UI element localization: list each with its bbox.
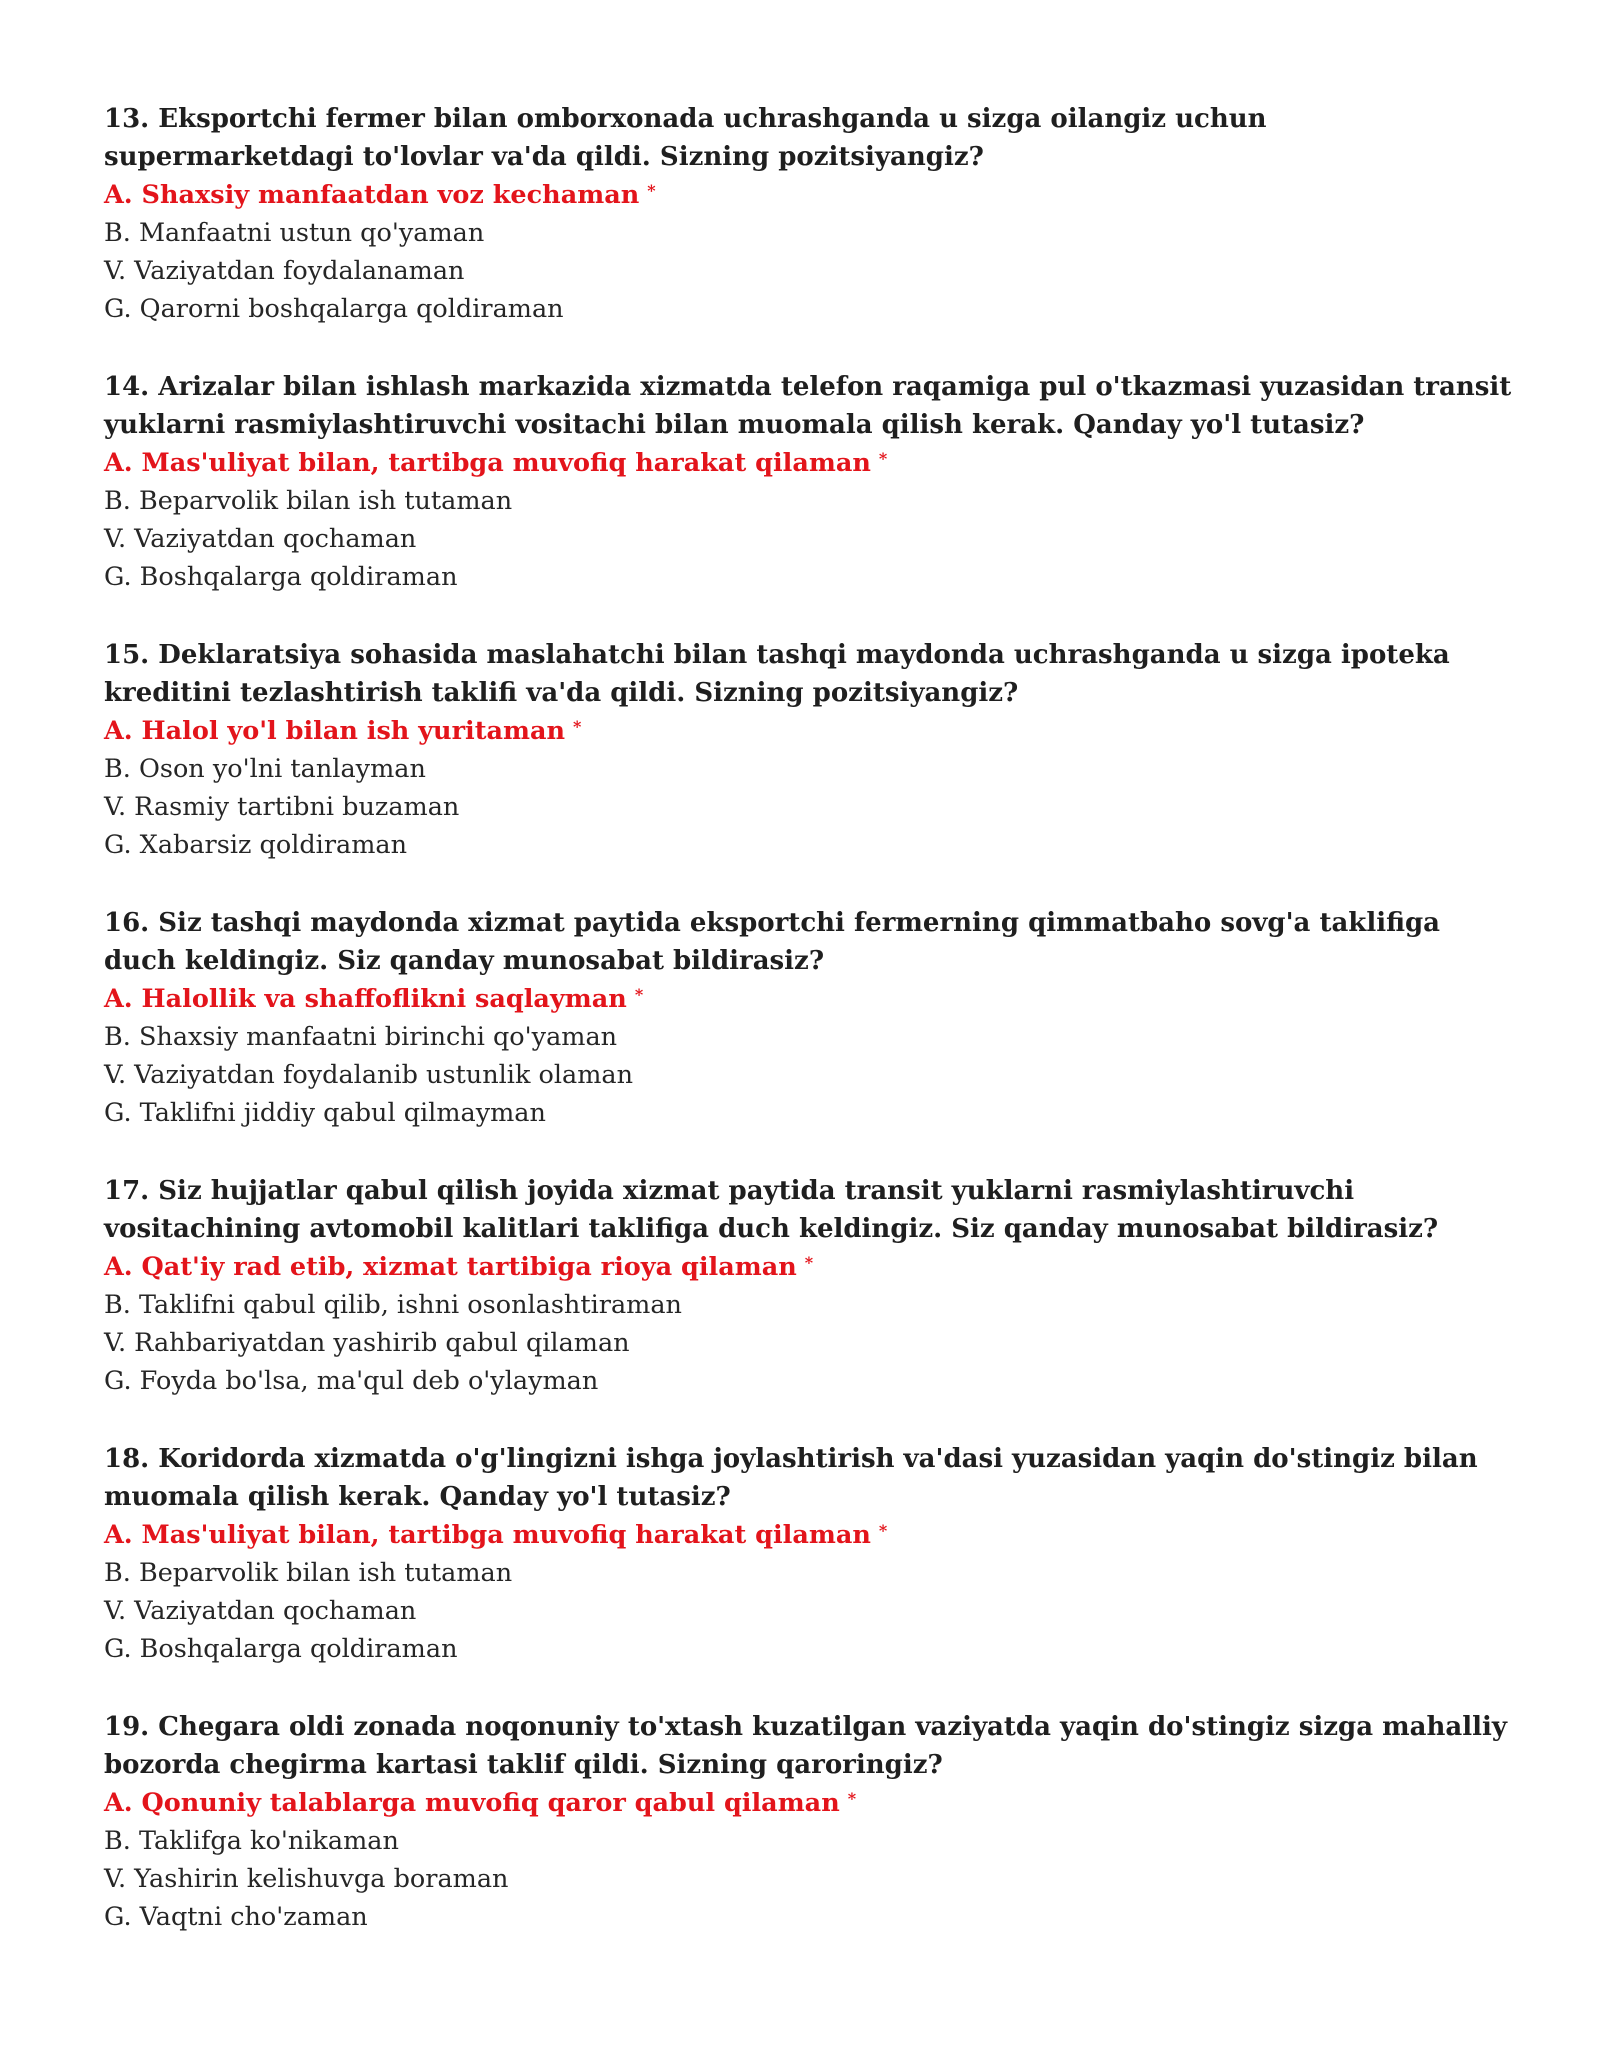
answer-option: B. Shaxsiy manfaatni birinchi qo'yaman <box>104 1022 618 1052</box>
answer-option: G. Boshqalarga qoldiraman <box>104 1634 458 1664</box>
correct-marker: * <box>847 1789 857 1808</box>
correct-marker: * <box>634 985 644 1004</box>
question-text: 15. Deklaratsiya sohasida maslahatchi bilan tashqi maydonda uchrashganda u sizga ipoteka kreditini tezlashtirish taklifi va'da qildi. Sizning pozitsiyangiz? <box>104 640 1450 708</box>
quiz-page <box>104 100 1514 1976</box>
answer-text: A. Halol yo'l bilan ish yuritaman <box>104 716 566 746</box>
answer-option: G. Vaqtni cho'zaman <box>104 1902 368 1932</box>
question-19 <box>104 1708 1514 1936</box>
correct-answer <box>104 1784 1514 1822</box>
answer-option: B. Beparvolik bilan ish tutaman <box>104 1558 513 1588</box>
question-text: 13. Eksportchi fermer bilan omborxonada uchrashganda u sizga oilangiz uchun supermarketdagi to'lovlar va'da qildi. Sizning pozitsiyangiz? <box>104 104 1267 172</box>
question-text: 16. Siz tashqi maydonda xizmat paytida eksportchi fermerning qimmatbaho sovg'a taklifiga duch keldingiz. Siz qanday munosabat bildirasiz? <box>104 908 1441 976</box>
answer-text: A. Mas'uliyat bilan, tartibga muvofiq harakat qilaman <box>104 1520 871 1550</box>
correct-marker: * <box>804 1253 814 1272</box>
correct-answer <box>104 1516 1514 1554</box>
correct-marker: * <box>573 717 582 736</box>
question-18 <box>104 1440 1514 1668</box>
question-text: 17. Siz hujjatlar qabul qilish joyida xizmat paytida transit yuklarni rasmiylashtiruvchi vositachining avtomobil kalitlari taklifiga duch keldingiz. Siz qanday munosabat bildirasiz? <box>104 1176 1439 1244</box>
answer-option: B. Manfaatni ustun qo'yaman <box>104 218 485 248</box>
correct-marker: * <box>878 1521 888 1540</box>
question-17 <box>104 1172 1514 1400</box>
answer-option: G. Taklifni jiddiy qabul qilmayman <box>104 1098 546 1128</box>
answer-option: V. Vaziyatdan qochaman <box>104 1596 417 1626</box>
answer-option: V. Vaziyatdan qochaman <box>104 524 417 554</box>
correct-answer <box>104 712 1514 750</box>
question-13 <box>104 100 1514 328</box>
answer-text: A. Shaxsiy manfaatdan voz kechaman <box>104 180 640 210</box>
correct-answer <box>104 444 1514 482</box>
answer-option: V. Rasmiy tartibni buzaman <box>104 792 460 822</box>
answer-option: G. Qarorni boshqalarga qoldiraman <box>104 294 564 324</box>
answer-text: A. Qat'iy rad etib, xizmat tartibiga rioya qilaman <box>104 1252 797 1282</box>
answer-option: B. Beparvolik bilan ish tutaman <box>104 486 513 516</box>
question-text: 19. Chegara oldi zonada noqonuniy to'xtash kuzatilgan vaziyatda yaqin do'stingiz sizga mahalliy bozorda chegirma kartasi taklif qildi. Sizning qaroringiz? <box>104 1712 1507 1780</box>
answer-option: B. Taklifni qabul qilib, ishni osonlashtiraman <box>104 1290 682 1320</box>
answer-option: G. Boshqalarga qoldiraman <box>104 562 458 592</box>
answer-option: V. Vaziyatdan foydalanaman <box>104 256 465 286</box>
answer-option: V. Rahbariyatdan yashirib qabul qilaman <box>104 1328 630 1358</box>
answer-text: A. Qonuniy talablarga muvofiq qaror qabul qilaman <box>104 1788 840 1818</box>
question-text: 14. Arizalar bilan ishlash markazida xizmatda telefon raqamiga pul o'tkazmasi yuzasidan transit yuklarni rasmiylashtiruvchi vositachi bilan muomala qilish kerak. Qanday yo'l tutasiz? <box>104 372 1512 440</box>
question-16 <box>104 904 1514 1132</box>
correct-answer <box>104 1248 1514 1286</box>
answer-option: V. Vaziyatdan foydalanib ustunlik olaman <box>104 1060 634 1090</box>
answer-option: B. Oson yo'lni tanlayman <box>104 754 426 784</box>
correct-marker: * <box>878 449 888 468</box>
answer-option: B. Taklifga ko'nikaman <box>104 1826 399 1856</box>
correct-marker: * <box>647 181 656 200</box>
answer-option: G. Xabarsiz qoldiraman <box>104 830 408 860</box>
answer-text: A. Halollik va shaffoflikni saqlayman <box>104 984 627 1014</box>
question-15 <box>104 636 1514 864</box>
answer-text: A. Mas'uliyat bilan, tartibga muvofiq harakat qilaman <box>104 448 871 478</box>
question-14 <box>104 368 1514 596</box>
correct-answer <box>104 980 1514 1018</box>
answer-option: G. Foyda bo'lsa, ma'qul deb o'ylayman <box>104 1366 599 1396</box>
answer-option: V. Yashirin kelishuvga boraman <box>104 1864 509 1894</box>
question-text: 18. Koridorda xizmatda o'g'lingizni ishga joylashtirish va'dasi yuzasidan yaqin do'stingiz bilan muomala qilish kerak. Qanday yo'l tutasiz? <box>104 1444 1478 1512</box>
correct-answer <box>104 176 1514 214</box>
